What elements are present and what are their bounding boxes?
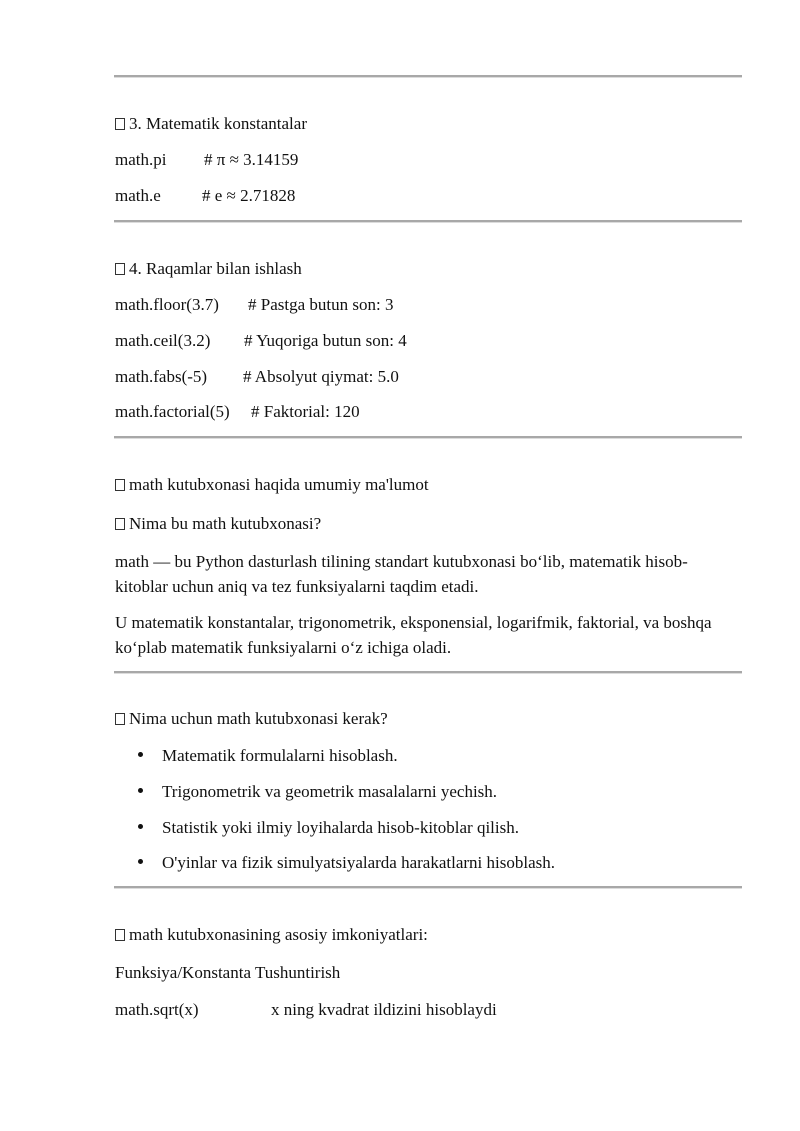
missing-glyph-icon <box>115 929 125 941</box>
table-cell: x ning kvadrat ildizini hisoblaydi <box>271 1000 497 1019</box>
table-row <box>115 999 497 1021</box>
code-text: math.fabs(-5) <box>115 367 208 386</box>
section-heading-text: 4. Raqamlar bilan ishlash <box>129 259 302 278</box>
section-heading-text: math kutubxonasining asosiy imkoniyatlari: <box>129 925 428 944</box>
bullet-icon <box>138 752 143 757</box>
horizontal-rule <box>114 220 742 222</box>
list-item-text: O'yinlar va fizik simulyatsiyalarda harakatlarni hisoblash. <box>162 853 556 872</box>
code-line <box>115 401 360 423</box>
code-line <box>115 366 399 388</box>
code-text: math.ceil(3.2) <box>115 331 211 350</box>
paragraph: U matematik konstantalar, trigonometrik, eksponensial, logarifmik, faktorial, va boshqa ko‘plab matematik funksiyalarni o‘z ichiga oladi. <box>115 613 712 657</box>
code-comment: # Pastga butun son: 3 <box>248 295 394 314</box>
list-item <box>115 745 398 767</box>
code-text: math.floor(3.7) <box>115 295 219 314</box>
list-item-text: Trigonometrik va geometrik masalalarni yechish. <box>162 782 498 801</box>
section-heading <box>115 474 429 496</box>
list-item <box>115 781 497 803</box>
code-line <box>115 294 393 316</box>
code-comment: # Faktorial: 120 <box>251 402 360 421</box>
sub-heading <box>115 513 321 535</box>
section-heading <box>115 258 302 280</box>
table-cell: math.sqrt(x) <box>115 1000 199 1019</box>
missing-glyph-icon <box>115 518 125 530</box>
missing-glyph-icon <box>115 118 125 130</box>
list-item <box>115 817 519 839</box>
code-line <box>115 330 407 352</box>
horizontal-rule <box>114 436 742 438</box>
table-header-cell: Funksiya/Konstanta <box>115 963 251 982</box>
section-heading <box>115 924 428 946</box>
bullet-icon <box>138 788 143 793</box>
missing-glyph-icon <box>115 713 125 725</box>
list-item-text: Statistik yoki ilmiy loyihalarda hisob-kitoblar qilish. <box>162 818 519 837</box>
section-heading-text: Nima uchun math kutubxonasi kerak? <box>129 709 388 728</box>
horizontal-rule <box>114 886 742 888</box>
code-comment: # e ≈ 2.71828 <box>202 186 296 205</box>
missing-glyph-icon <box>115 263 125 275</box>
section-heading <box>115 708 388 730</box>
code-comment: # Absolyut qiymat: 5.0 <box>243 367 399 386</box>
paragraph: math — bu Python dasturlash tilining standart kutubxonasi bo‘lib, matematik hisob-kitoblar uchun aniq va tez funksiyalarni taqdim etadi. <box>115 552 688 596</box>
code-line <box>115 149 298 171</box>
table-header-cell: Tushuntirish <box>254 963 341 982</box>
missing-glyph-icon <box>115 479 125 491</box>
horizontal-rule <box>114 671 742 673</box>
code-line <box>115 185 295 207</box>
bullet-icon <box>138 824 143 829</box>
code-text: math.e <box>115 186 161 205</box>
bullet-icon <box>138 859 143 864</box>
horizontal-rule <box>114 75 742 77</box>
code-text: math.pi <box>115 150 167 169</box>
code-text: math.factorial(5) <box>115 402 230 421</box>
code-comment: # π ≈ 3.14159 <box>204 150 299 169</box>
section-heading <box>115 113 307 135</box>
list-item-text: Matematik formulalarni hisoblash. <box>162 746 398 765</box>
sub-heading-text: Nima bu math kutubxonasi? <box>129 514 322 533</box>
list-item <box>115 852 555 874</box>
section-heading-text: 3. Matematik konstantalar <box>129 114 307 133</box>
table-header-row <box>115 962 340 984</box>
section-heading-text: math kutubxonasi haqida umumiy ma'lumot <box>129 475 429 494</box>
code-comment: # Yuqoriga butun son: 4 <box>244 331 407 350</box>
